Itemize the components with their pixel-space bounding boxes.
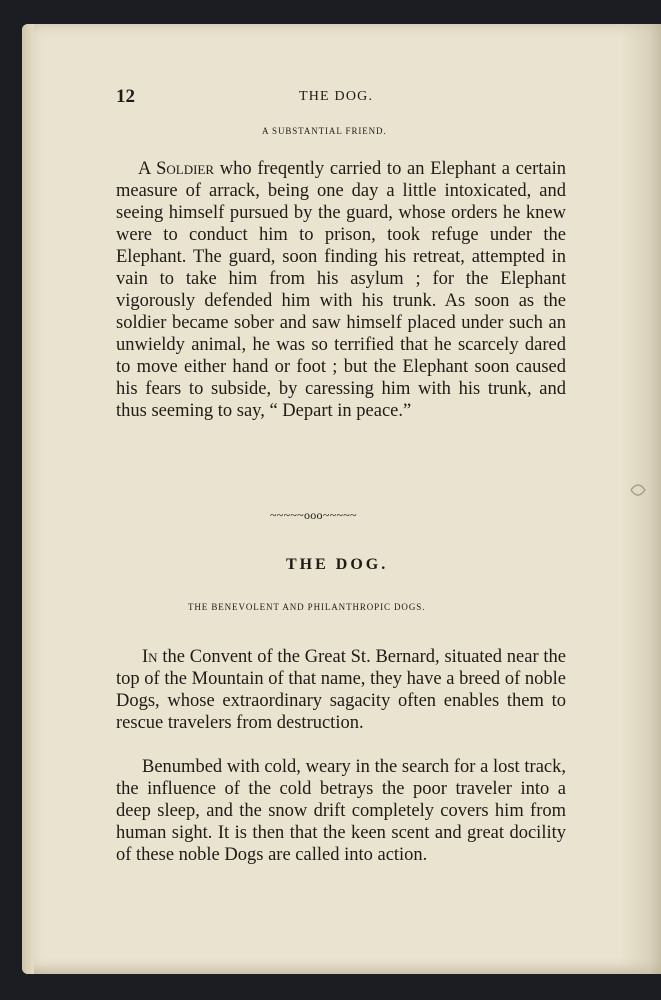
chapter-paragraph-1 bbox=[116, 646, 566, 734]
running-head: THE DOG. bbox=[299, 89, 374, 104]
chapter-subtitle: THE BENEVOLENT AND PHILANTHROPIC DOGS. bbox=[188, 602, 426, 612]
lead-article: A bbox=[138, 159, 151, 179]
chapter-paragraph-1-body: the Convent of the Great St. Bernard, situated near the top of the Mountain of that name, they have a breed of noble Dogs, whose extraordinary sagacity often enables them to rescue travelers from destruction. bbox=[116, 647, 566, 733]
chapter-title: THE DOG. bbox=[286, 556, 389, 573]
ornament-divider: ~~~~~ooo~~~~~ bbox=[270, 508, 357, 522]
page-number: 12 bbox=[116, 86, 135, 107]
section-title: A SUBSTANTIAL FRIEND. bbox=[262, 126, 387, 136]
chapter-paragraph-2: Benumbed with cold, weary in the search for a lost track, the influence of the cold betrays the poor traveler into a deep sleep, and the snow drift completely covers him from human sight. It is then that the keen scent and great docility of these noble Dogs are called into action. bbox=[116, 757, 566, 865]
page-edge bbox=[22, 24, 34, 974]
binding-thread bbox=[629, 478, 647, 502]
section-body: who freqently carried to an Elephant a certain measure of arrack, being one day a little intoxicated, and seeing himself pursued by the guard, whose orders he knew were to conduct him to prison, took refuge under the Elephant. The guard, soon finding his retreat, attempted in vain to take him from his asylum ; for the Elephant vigorously defended him with his trunk. As soon as the soldier became sober and saw himself placed under such an unwieldy animal, he was so terrified that he scarcely dared to move either hand or foot ; but the Elephant soon caused his fears to subside, by caressing him with his trunk, and thus seeming to say, “ Depart in peace.” bbox=[116, 159, 566, 421]
lead-word: Soldier bbox=[156, 159, 215, 179]
chapter-lead-word: In bbox=[142, 647, 158, 667]
section-paragraph bbox=[116, 158, 566, 422]
